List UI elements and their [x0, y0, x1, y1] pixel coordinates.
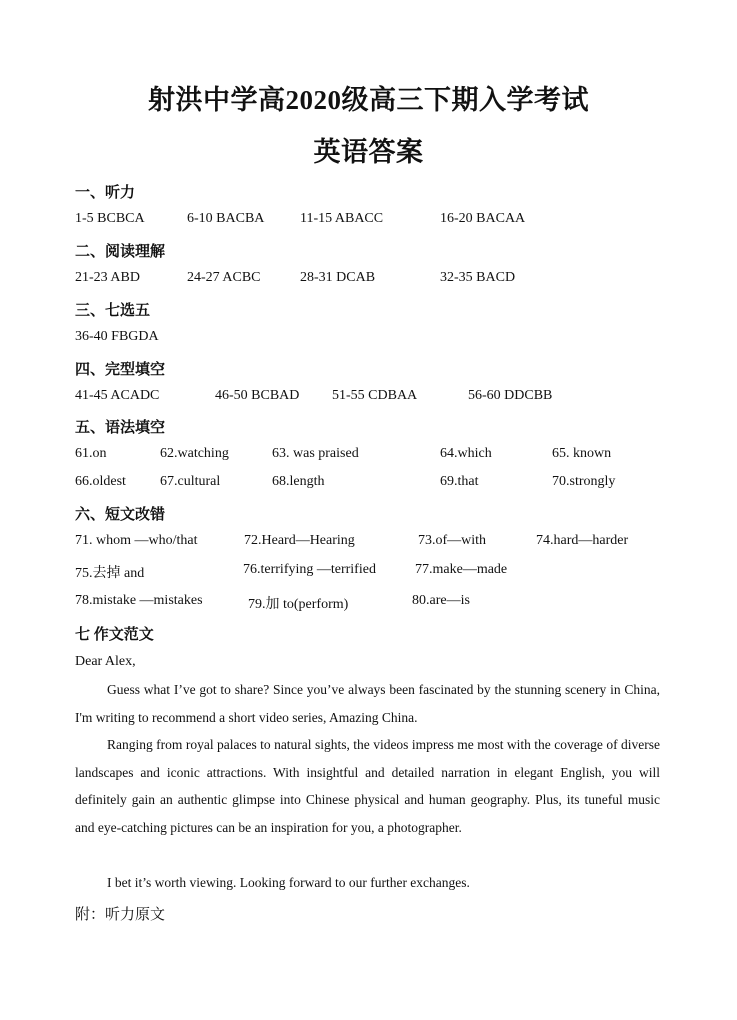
- answer-row-cloze: [0, 388, 737, 408]
- answer-item: 62.watching: [160, 446, 229, 461]
- answer-item: 21-23 ABD: [75, 270, 140, 285]
- answer-item: 80.are—is: [412, 593, 470, 608]
- section-heading-grammar: 五、语法填空: [75, 420, 166, 436]
- answer-item: 36-40 FBGDA: [75, 329, 159, 344]
- answer-item: 66.oldest: [75, 474, 126, 489]
- answer-row-listening: [0, 211, 737, 231]
- answer-item: 72.Heard—Hearing: [244, 533, 355, 548]
- answer-item: 73.of—with: [418, 533, 487, 548]
- answer-item: 41-45 ACADC: [75, 388, 160, 403]
- letter-paragraph-2: Ranging from royal palaces to natural sights, the videos impress me most with the coverage of diverse landscapes and iconic attractions. With insightful and detailed narration in elegant English, you will definitely gain an authentic glimpse into Chinese physical and human geography. Plus, its tuneful music and eye-catching pictures can be an inspiration for you, a photographer.: [75, 737, 660, 835]
- letter-paragraph-1: Guess what I’ve got to share? Since you’ve always been fascinated by the stunning scenery in China, I'm writing to recommend a short video series, Amazing China.: [75, 682, 660, 725]
- answer-item: 24-27 ACBC: [187, 270, 261, 285]
- answer-item: 68.length: [272, 474, 325, 489]
- section-heading-listening: 一、听力: [75, 185, 136, 201]
- answer-item: 32-35 BACD: [440, 270, 516, 285]
- answer-item: 51-55 CDBAA: [332, 388, 418, 403]
- answer-item: 78.mistake —mistakes: [75, 593, 203, 608]
- answer-row-grammar-1: [0, 446, 737, 466]
- letter-paragraph-3: I bet it’s worth viewing. Looking forward to our further exchanges.: [107, 875, 470, 890]
- answer-row-grammar-2: [0, 474, 737, 494]
- answer-item: 74.hard—harder: [536, 533, 629, 548]
- page-subtitle: 英语答案: [313, 137, 424, 167]
- answer-row-reading: [0, 270, 737, 290]
- section-heading-seven-five: 三、七选五: [75, 303, 151, 319]
- answer-item: 16-20 BACAA: [440, 211, 526, 226]
- answer-item: 70.strongly: [552, 474, 616, 489]
- answer-item: 67.cultural: [160, 474, 221, 489]
- letter-greeting: Dear Alex,: [75, 654, 136, 669]
- answer-item: 69.that: [440, 474, 479, 489]
- answer-row-correction-2: [0, 562, 737, 582]
- section-heading-writing: 七 作文范文: [75, 627, 154, 643]
- answer-item: 6-10 BACBA: [187, 211, 265, 226]
- answer-item: 79.加 to(perform): [248, 597, 349, 612]
- section-heading-reading: 二、阅读理解: [75, 244, 166, 260]
- answer-item: 76.terrifying —terrified: [243, 562, 376, 577]
- appendix-label: 附：听力原文: [75, 907, 166, 923]
- answer-item: 1-5 BCBCA: [75, 211, 145, 226]
- answer-item: 46-50 BCBAD: [215, 388, 300, 403]
- answer-item: 28-31 DCAB: [300, 270, 376, 285]
- answer-row-seven-five: [0, 329, 737, 349]
- answer-item: 65. known: [552, 446, 612, 461]
- answer-item: 64.which: [440, 446, 492, 461]
- answer-item: 77.make—made: [415, 562, 508, 577]
- answer-item: 61.on: [75, 446, 107, 461]
- section-heading-cloze: 四、完型填空: [75, 362, 166, 378]
- answer-item: 56-60 DDCBB: [468, 388, 553, 403]
- section-heading-correction: 六、短文改错: [75, 507, 166, 523]
- answer-item: 63. was praised: [272, 446, 359, 461]
- answer-row-correction-1: [0, 533, 737, 553]
- answer-item: 11-15 ABACC: [300, 211, 384, 226]
- answer-item: 75.去掉 and: [75, 566, 145, 581]
- page-title: 射洪中学高2020级高三下期入学考试: [148, 85, 589, 115]
- answer-item: 71. whom —who/that: [75, 533, 198, 548]
- answer-row-correction-3: [0, 593, 737, 613]
